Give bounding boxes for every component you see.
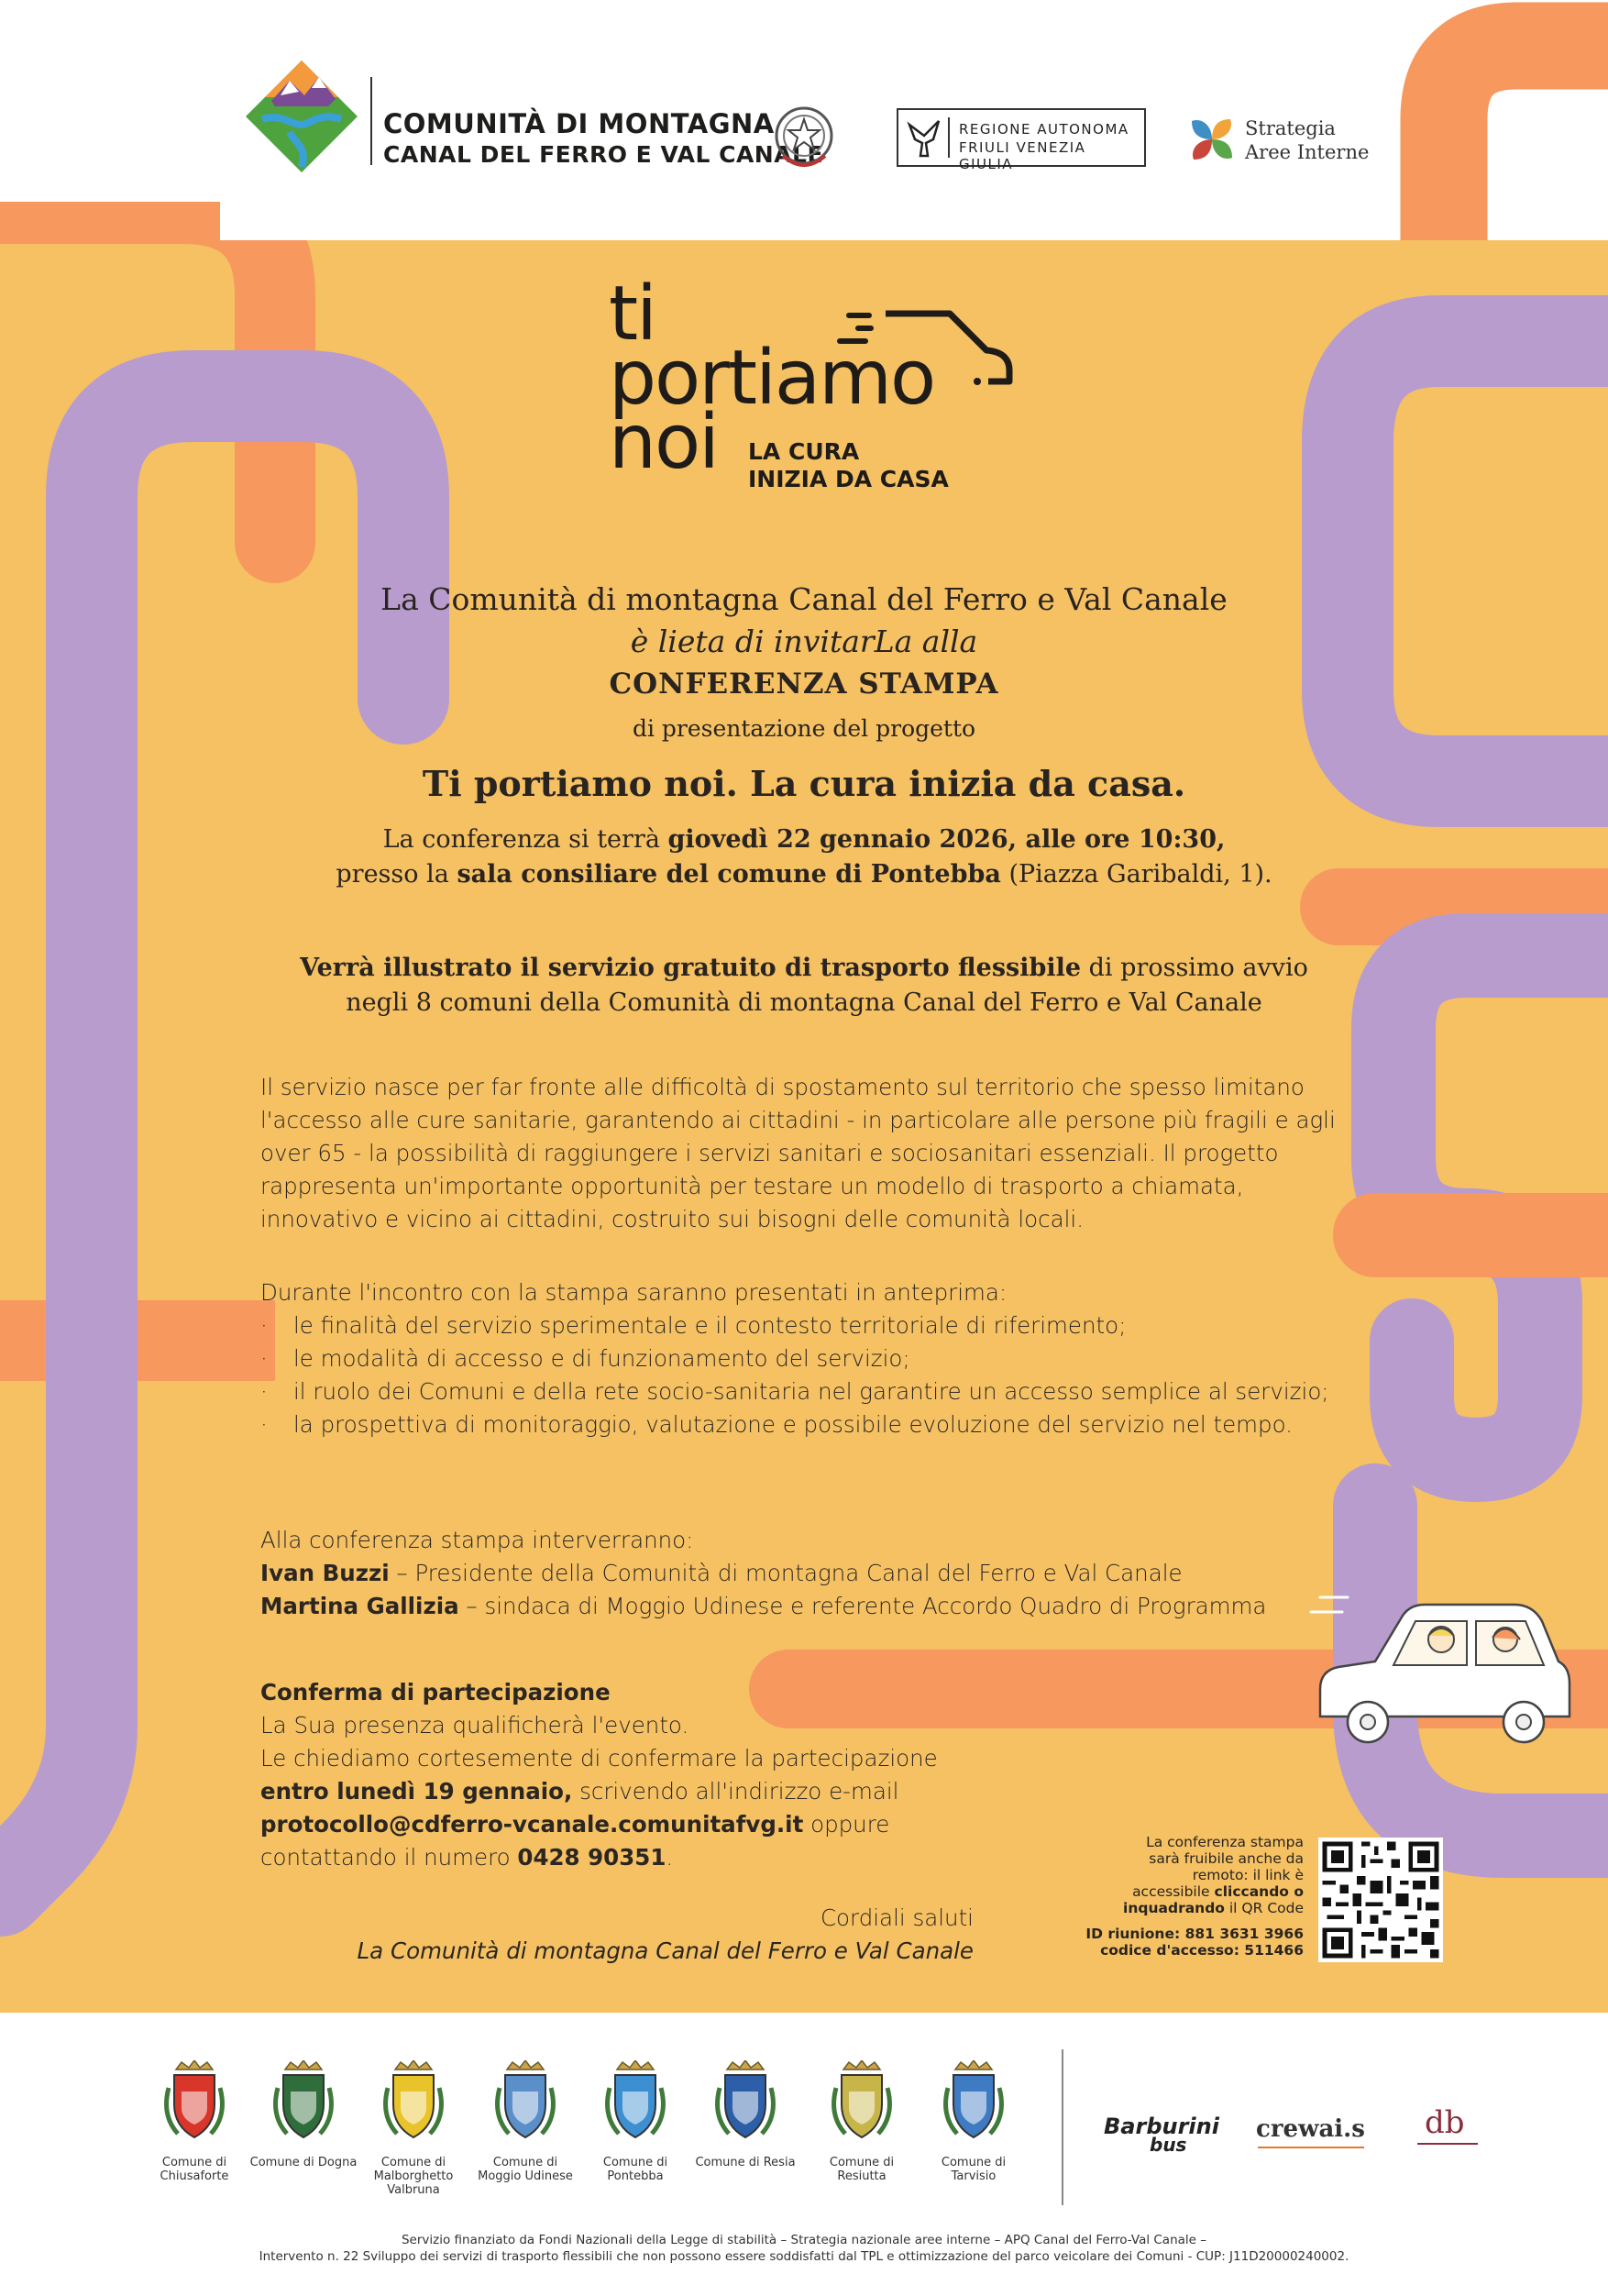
municipality-name: Comune di Chiusaforte — [160, 2156, 229, 2183]
preview-item: · le modalità di accesso e di funzionamento del servizio; — [260, 1342, 1342, 1375]
remote-info — [1063, 1834, 1304, 1959]
brand-tagline2: INIZIA DA CASA — [748, 466, 949, 492]
partner-barburini-sub: bus — [1150, 2134, 1187, 2156]
preview-list — [260, 1309, 1342, 1441]
rsvp-deadline-date: entro lunedì 19 gennaio, — [260, 1778, 573, 1805]
speaker-row — [260, 1590, 1342, 1623]
event-when-prefix: La conferenza si terrà — [382, 825, 668, 854]
header — [0, 0, 1608, 240]
event-where — [0, 860, 1608, 889]
brand-line-noi: noi — [609, 399, 718, 486]
preview-item: · il ruolo dei Comuni e della rete socio-sanitaria nel garantire un accesso semplice al servizio; — [260, 1375, 1342, 1408]
partner-crewais — [1256, 2115, 1375, 2152]
preview-item: · la prospettiva di monitoraggio, valutazione e possibile evoluzione del servizio nel tempo. — [260, 1408, 1342, 1441]
coat-of-arms-icon — [602, 2060, 668, 2148]
municipality-name: Comune di Dogna — [249, 2156, 358, 2169]
project-title: Ti portiamo noi. La cura inizia da casa. — [422, 763, 1186, 804]
coat-of-arms-icon — [712, 2060, 778, 2148]
invite-subtitle: di presentazione del progetto — [632, 715, 976, 742]
event-type: CONFERENZA STAMPA — [609, 668, 999, 701]
service-rest: di prossimo avvio — [1081, 954, 1308, 982]
municipality-crest — [602, 2060, 668, 2148]
car-illustration-icon — [1302, 1570, 1577, 1762]
brand-tagline1: LA CURA — [748, 438, 860, 465]
remote-line4: accessibile — [1132, 1883, 1215, 1900]
rsvp-heading: Conferma di partecipazione — [260, 1679, 611, 1705]
strategy-logo — [1186, 114, 1238, 165]
rsvp-email-row — [260, 1808, 889, 1841]
star-emblem-icon — [772, 99, 836, 176]
event-when — [0, 825, 1608, 854]
municipality-crest — [712, 2060, 778, 2148]
service-line2: negli 8 comuni della Comunità di montagna Canal del Ferro e Val Canale — [346, 988, 1262, 1017]
community-logo — [244, 59, 359, 174]
preview-item: · le finalità del servizio sperimentale e il contesto territoriale di riferimento; — [260, 1309, 1342, 1342]
municipality-crest — [941, 2060, 1007, 2148]
event-venue: sala consiliare del comune di Pontebba — [457, 860, 1001, 889]
preview-intro: Durante l'incontro con la stampa saranno presentati in anteprima: — [260, 1279, 1008, 1306]
footer — [0, 2013, 1608, 2296]
municipality-crest — [270, 2060, 336, 2148]
community-name-line1: COMUNITÀ DI MONTAGNA — [383, 108, 775, 139]
region-logo-divider — [948, 117, 950, 158]
qr-code[interactable] — [1318, 1838, 1443, 1962]
strategy-line1: Strategia — [1245, 117, 1336, 139]
speaker-role: – sindaca di Moggio Udinese e referente Accordo Quadro di Programma — [458, 1593, 1267, 1619]
partner-crewais-underline — [1258, 2147, 1364, 2148]
service-line1 — [0, 954, 1608, 982]
partner-barburini-name: Barburini — [1104, 2114, 1219, 2139]
partner-db — [1417, 2104, 1481, 2156]
mountain-diamond-icon — [244, 59, 359, 174]
region-logo — [897, 108, 1146, 172]
funding-line2: Intervento n. 22 Sviluppo dei servizi di trasporto flessibili che non possono essere soddisfatti dal TPL e ottimizzazione del parco veicolare dei Comuni - CUP: J11D20000240002. — [259, 2249, 1349, 2264]
coat-of-arms-icon — [941, 2060, 1007, 2148]
speaker-name: Ivan Buzzi — [260, 1560, 390, 1586]
main-panel — [0, 240, 1608, 2013]
partner-db-line — [1417, 2143, 1478, 2145]
header-pipe-left-decoration — [0, 193, 348, 240]
municipality-name: Comune di Malborghetto Valbruna — [373, 2156, 454, 2197]
community-name-line2: CANAL DEL FERRO E VAL CANALE — [383, 141, 824, 168]
coat-of-arms-icon — [161, 2060, 227, 2148]
rsvp-phone-row — [260, 1841, 673, 1874]
partner-crewais-name: crewai.s — [1256, 2115, 1365, 2143]
car-outline-icon — [831, 295, 1014, 396]
rsvp-line1: La Sua presenza qualificherà l'evento. — [260, 1712, 689, 1739]
municipality-crest — [492, 2060, 558, 2148]
footer-divider — [1062, 2049, 1063, 2205]
speaker-role: – Presidente della Comunità di montagna Canal del Ferro e Val Canale — [389, 1560, 1183, 1586]
municipality-name: Comune di Pontebba — [602, 2156, 668, 2183]
remote-line5: il QR Code — [1224, 1900, 1304, 1916]
remote-line — [1063, 1900, 1304, 1916]
coat-of-arms-icon — [270, 2060, 336, 2148]
signature: La Comunità di montagna Canal del Ferro e Val Canale — [357, 1937, 974, 1964]
italian-republic-emblem — [772, 99, 836, 176]
municipality-name: Comune di Moggio Udinese — [478, 2156, 573, 2183]
region-line2: FRIULI VENEZIA GIULIA — [959, 139, 1086, 172]
rsvp-email-rest: oppure — [803, 1811, 890, 1838]
partner-db-name: db — [1425, 2104, 1465, 2141]
municipality-name: Comune di Resiutta — [829, 2156, 895, 2183]
strategy-line2: Aree Interne — [1245, 141, 1370, 163]
partner-barburini — [1104, 2114, 1223, 2159]
event-date-time: giovedì 22 gennaio 2026, alle ore 10:30, — [667, 825, 1226, 854]
municipality-name: Comune di Resia — [695, 2156, 796, 2169]
header-pipe-decoration — [1357, 0, 1608, 240]
speaker-name: Martina Gallizia — [260, 1593, 459, 1619]
speaker-row — [260, 1557, 1342, 1590]
remote-line: remoto: il link è — [1192, 1867, 1304, 1883]
invite-host: La Comunità di montagna Canal del Ferro e Val Canale — [380, 581, 1228, 617]
rsvp-phone-suffix: . — [666, 1844, 674, 1871]
remote-line5-bold: inquadrando — [1123, 1900, 1225, 1916]
qr-code-icon — [1318, 1838, 1443, 1962]
remote-line4-bold: cliccando o — [1214, 1883, 1304, 1900]
remote-line: sarà fruibile anche da — [1149, 1850, 1304, 1867]
coat-of-arms-icon — [380, 2060, 446, 2148]
funding-line1: Servizio finanziato da Fondi Nazionali della Legge di stabilità – Strategia nazionale aree interne – APQ Canal del Ferro-Val Canale – — [401, 2233, 1207, 2247]
rsvp-deadline-rest: scrivendo all'indirizzo e-mail — [572, 1778, 899, 1805]
municipality-name: Comune di Tarvisio — [941, 2156, 1007, 2183]
coat-of-arms-icon — [492, 2060, 558, 2148]
service-highlight: Verrà illustrato il servizio gratuito di trasporto flessibile — [300, 954, 1082, 982]
body-paragraph: Il servizio nasce per far fronte alle difficoltà di spostamento sul territorio che spesso limitano l'accesso alle cure sanitarie, garantendo ai cittadini - in particolare alle persone più fragili e agli over 65 - la possibilità di raggiungere i servizi sanitari e sociosanitari essenziali. Il progetto rappresenta un'importante opportunità per testare un modello di trasporto a chiamata, innovativo e vicino ai cittadini, costruito sui bisogni delle comunità locali. — [260, 1074, 1336, 1232]
closing: Cordiali saluti — [820, 1904, 974, 1931]
invite-line: è lieta di invitarLa alla — [630, 624, 978, 659]
rsvp-email-link[interactable]: protocollo@cdferro-vcanale.comunitafvg.it — [260, 1811, 804, 1838]
municipality-crest — [829, 2060, 895, 2148]
event-where-prefix: presso la — [336, 860, 457, 889]
remote-line — [1063, 1883, 1304, 1900]
municipality-crest — [161, 2060, 227, 2148]
region-line1: REGIONE AUTONOMA — [959, 121, 1129, 138]
rsvp-line2: Le chiediamo cortesemente di confermare la partecipazione — [260, 1745, 938, 1772]
meeting-id: ID riunione: 881 3631 3966 — [1085, 1926, 1304, 1942]
rsvp-phone-number[interactable]: 0428 90351 — [517, 1844, 666, 1871]
brand-line-portiamo: portiamo — [609, 335, 935, 422]
rsvp-phone-prefix: contattando il numero — [260, 1844, 518, 1871]
four-leaf-icon — [1186, 114, 1238, 165]
eagle-icon — [906, 116, 942, 160]
remote-line: La conferenza stampa — [1146, 1834, 1304, 1850]
coat-of-arms-icon — [829, 2060, 895, 2148]
municipality-crest — [380, 2060, 446, 2148]
community-logo-divider — [370, 77, 372, 165]
event-address: (Piazza Garibaldi, 1). — [1000, 860, 1272, 889]
brand-line-ti: ti — [609, 270, 655, 358]
rsvp-deadline — [260, 1775, 898, 1808]
speakers-intro: Alla conferenza stampa interverranno: — [260, 1527, 694, 1553]
access-code: codice d'accesso: 511466 — [1100, 1942, 1304, 1959]
